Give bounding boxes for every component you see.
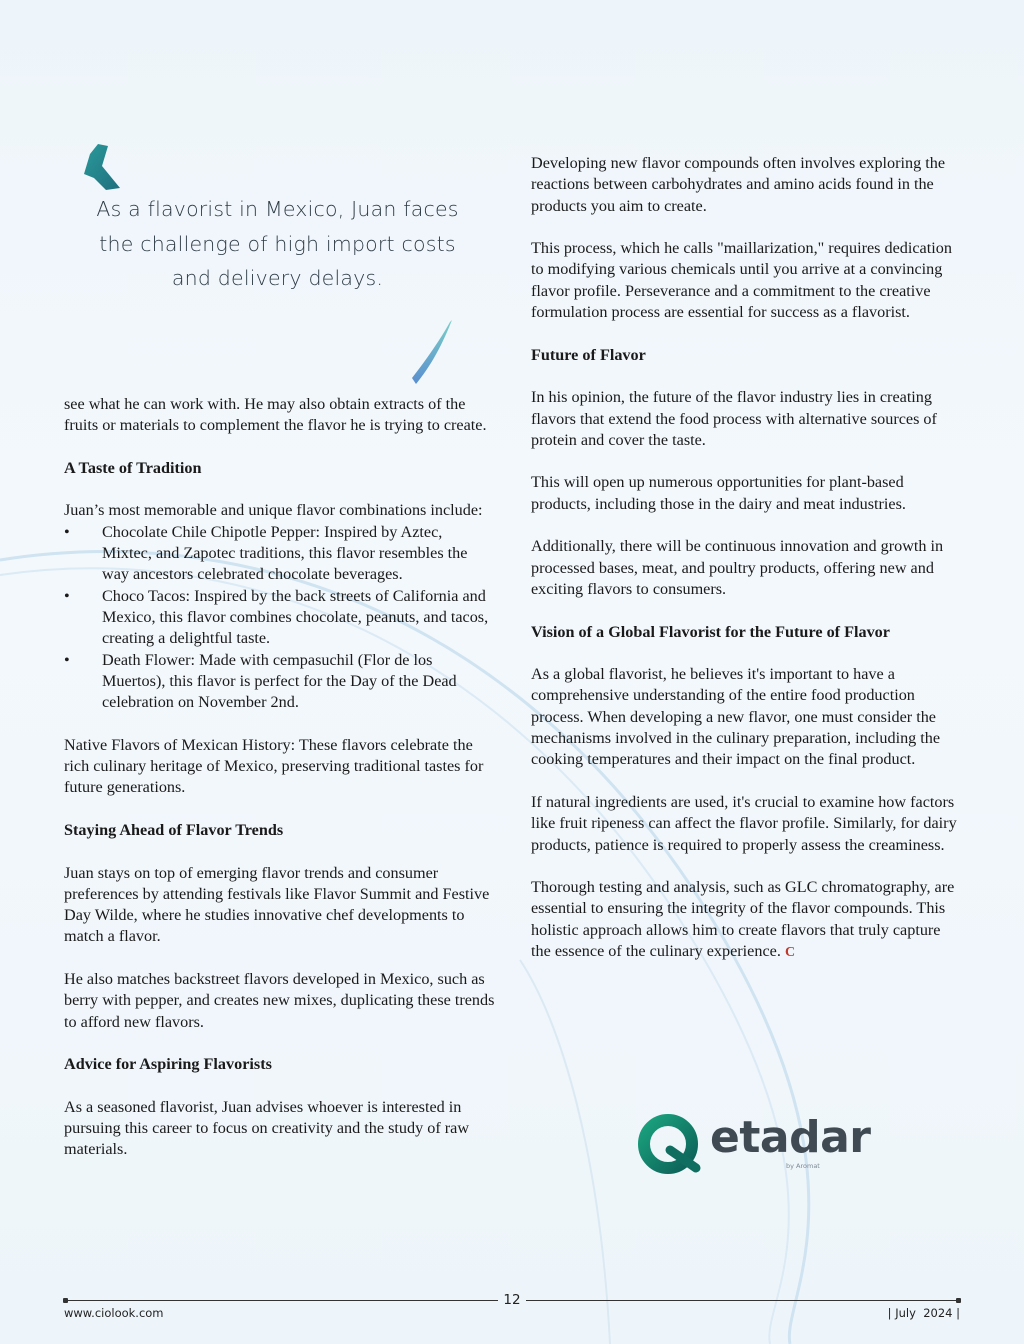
section-heading: Staying Ahead of Flavor Trends	[64, 820, 284, 839]
paragraph: Native Flavors of Mexican History: These flavors celebrate the rich culinary heritage of Mexico, preserving traditional tastes for future generations.	[64, 735, 484, 797]
paragraph: see what he can work with. He may also obtain extracts of the fruits or materials to complement the flavor he is trying to create.	[64, 395, 487, 435]
paragraph: This will open up numerous opportunities for plant-based products, including those in the dairy and meat industries.	[531, 473, 906, 513]
pull-quote	[60, 140, 470, 390]
flavor-list	[64, 522, 496, 714]
pull-quote-text: As a flavorist in Mexico, Juan faces the challenge of high import costs and delivery delays.	[96, 197, 459, 290]
left-column	[64, 394, 496, 1182]
footer-rule-end-right	[956, 1298, 961, 1303]
open-quote-icon	[84, 144, 120, 190]
footer-rule-end-left	[63, 1298, 68, 1303]
paragraph: Developing new flavor compounds often involves exploring the reactions between carbohydrates and amino acids found in the products you aim to create.	[531, 154, 946, 215]
paragraph: If natural ingredients are used, it's crucial to examine how factors like fruit ripeness can affect the flavor profile. Similarly, for dairy products, patience is required to properly assess the creaminess.	[531, 792, 957, 854]
page-number: 12	[498, 1292, 526, 1308]
list-item: • Choco Tacos: Inspired by the back streets of California and Mexico, this flavor combines chocolate, peanuts, and tacos, creating a delightful taste.	[64, 586, 496, 650]
paragraph: Juan stays on top of emerging flavor trends and consumer preferences by attending festivals like Flavor Summit and Festive Day Wilde, where he studies innovative chef developments to match a flavor.	[64, 863, 490, 946]
end-mark-icon: C	[784, 944, 796, 960]
close-quote-icon	[412, 320, 452, 384]
section-heading: Vision of a Global Flavorist for the Future of Flavor	[531, 622, 890, 641]
right-column	[531, 153, 963, 985]
footer-date: | July 2024 |	[887, 1306, 960, 1320]
paragraph-text: Thorough testing and analysis, such as GLC chromatography, are essential to ensuring the integrity of the flavor compounds. This holistic approach allows him to create flavors that truly capture the essence of the culinary experience.	[531, 878, 955, 960]
paragraph	[531, 877, 963, 963]
section-heading: A Taste of Tradition	[64, 458, 202, 477]
paragraph: As a global flavorist, he believes it's important to have a comprehensive understanding of the entire food production process. When developing a new flavor, one must consider the mechanisms involved in the culinary preparation, including the cooking temperatures and their impact on the final product.	[531, 665, 941, 769]
etadar-logo	[634, 1110, 871, 1180]
list-item: • Death Flower: Made with cempasuchil (Flor de los Muertos), this flavor is perfect for the Day of the Dead celebration on November 2nd.	[64, 650, 496, 714]
paragraph: This process, which he calls "maillarization," requires dedication to modifying various chemicals until you arrive at a convincing flavor profile. Perseverance and a commitment to the creative formulation process are essential for success as a flavorist.	[531, 239, 952, 322]
logo-mark-icon	[634, 1110, 704, 1180]
paragraph: As a seasoned flavorist, Juan advises whoever is interested in pursuing this career to focus on creativity and the study of raw materials.	[64, 1097, 470, 1159]
section-heading: Advice for Aspiring Flavorists	[64, 1055, 272, 1074]
logo-wordmark: etadar	[710, 1112, 871, 1163]
paragraph: Additionally, there will be continuous innovation and growth in processed bases, meat, and poultry products, offering new and exciting flavors to consumers.	[531, 537, 944, 598]
footer-website[interactable]: www.ciolook.com	[64, 1306, 164, 1320]
paragraph: In his opinion, the future of the flavor industry lies in creating flavors that extend the food process with alternative sources of protein and cover the taste.	[531, 388, 937, 449]
paragraph: He also matches backstreet flavors developed in Mexico, such as berry with pepper, and creates new mixes, duplicating these trends to afford new flavors.	[64, 970, 495, 1031]
logo-subtext: by Aromat	[786, 1162, 820, 1170]
section-heading: Future of Flavor	[531, 345, 646, 364]
paragraph: Juan’s most memorable and unique flavor combinations include:	[64, 501, 483, 520]
list-item: • Chocolate Chile Chipotle Pepper: Inspired by Aztec, Mixtec, and Zapotec traditions, this flavor resembles the way ancestors celebrated chocolate beverages.	[64, 522, 496, 586]
